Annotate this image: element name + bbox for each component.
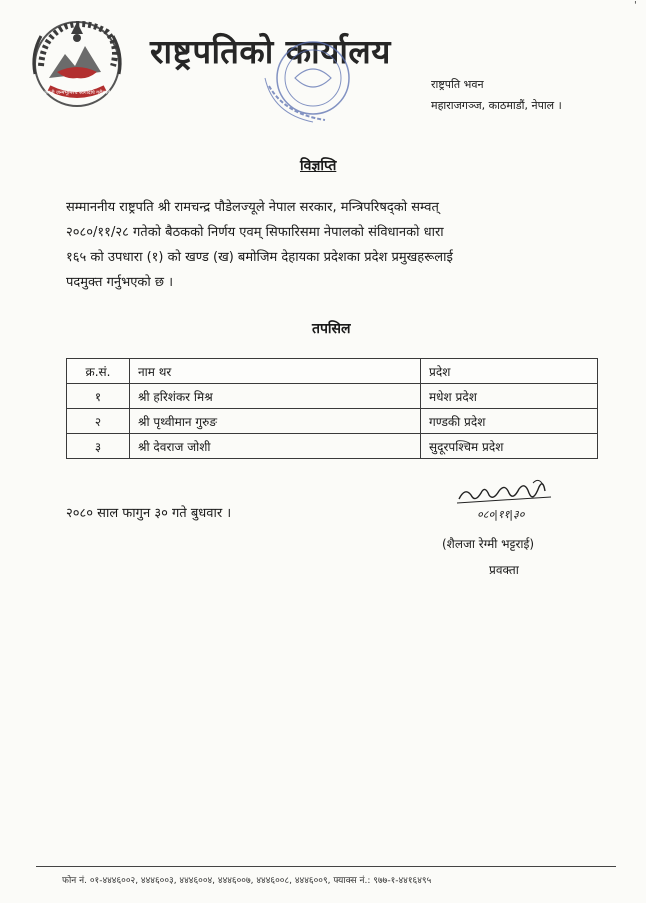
signature-date: ०८०|११|३० (477, 508, 525, 521)
column-header-province: प्रदेश (421, 359, 598, 384)
paragraph-line: सम्माननीय राष्ट्रपति श्री रामचन्द्र पौडेलज्यूले नेपाल सरकार, मन्त्रिपरिषद्को सम्वत् (66, 200, 439, 215)
signatory-name: (शैलजा रेग्मी भट्टराई) (442, 537, 535, 551)
paragraph-line: १६५ को उपधारा (१) को खण्ड (ख) बमोजिम देहायका प्रदेशका प्रदेश प्रमुखहरूलाई (66, 250, 453, 265)
cell-province: गण्डकी प्रदेश (421, 409, 598, 434)
issue-date: २०८० साल फागुन ३० गते बुधवार । (66, 506, 232, 521)
table-row (67, 434, 598, 459)
footer-divider (36, 866, 616, 867)
svg-text:जननी जन्मभूमिश्च स्वर्गादपि गर: जननी जन्मभूमिश्च स्वर्गादपि गरीयसी (43, 90, 111, 96)
cell-serial: १ (67, 384, 130, 409)
cell-name: श्री देवराज जोशी (130, 434, 421, 459)
cell-name: श्री पृथ्वीमान गुरुङ (130, 409, 421, 434)
corner-mark: ' (634, 0, 637, 11)
signatory-designation: प्रवक्ता (489, 563, 519, 577)
details-table (66, 358, 598, 459)
cell-serial: २ (67, 409, 130, 434)
cell-name: श्री हरिशंकर मिश्र (130, 384, 421, 409)
notice-paragraph (66, 195, 606, 295)
address-line-2: महाराजगञ्ज, काठमाडौं, नेपाल । (431, 99, 562, 112)
paragraph-line: २०८०/११/२८ गतेको बैठकको निर्णय एवम् सिफारिसमा नेपालको संविधानको धारा (66, 225, 444, 240)
footer-contact: फोन नं. ०१-४४४६००२, ४४४६००३, ४४४६००४, ४४४६००७, ४४४६००८, ४४४६००९, फ्याक्स नं.: ९७७-१-४४१६४९५ (62, 876, 432, 886)
column-header-serial: क्र.सं. (67, 359, 130, 384)
cell-serial: ३ (67, 434, 130, 459)
cell-province: सुदूरपश्चिम प्रदेश (421, 434, 598, 459)
column-header-name: नाम थर (130, 359, 421, 384)
table-row (67, 409, 598, 434)
handwritten-signature (455, 473, 565, 533)
paragraph-line: पदमुक्त गर्नुभएको छ । (66, 275, 174, 290)
national-emblem-icon (27, 14, 127, 108)
cell-province: मधेश प्रदेश (421, 384, 598, 409)
table-row (67, 384, 598, 409)
office-title: राष्ट्रपतिको कार्यालय (150, 32, 391, 71)
notice-heading: विज्ञप्ति (300, 158, 337, 174)
table-header-row (67, 359, 598, 384)
details-heading: तपसिल (312, 321, 351, 337)
address-line-1: राष्ट्रपति भवन (431, 78, 484, 91)
office-seal-stamp-icon (255, 38, 365, 128)
